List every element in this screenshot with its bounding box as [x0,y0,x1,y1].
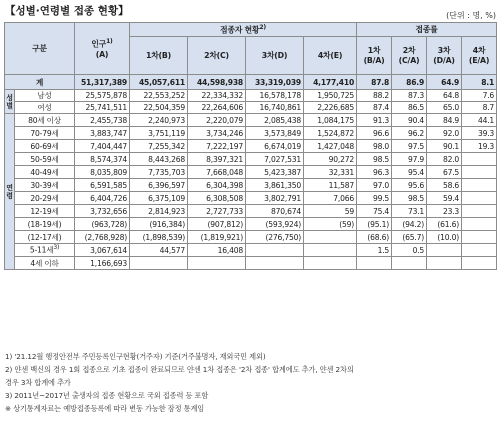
row-label: 30-39세 [15,179,75,192]
cell-d2: 44,598,938 [188,75,246,90]
cell-r2: 95.4 [392,166,427,179]
cell-r1: 75.4 [357,205,392,218]
cell-d3: 2,085,438 [246,114,304,127]
age-row [5,257,497,270]
cell-pop: 3,067,614 [75,244,130,257]
cell-r3: 84.9 [427,114,462,127]
cell-r4 [462,205,497,218]
cell-pop: 8,574,374 [75,153,130,166]
cell-d3: 3,573,849 [246,127,304,140]
row-label: 60-69세 [15,140,75,153]
cell-d4: 59 [304,205,357,218]
cell-d1: 44,577 [130,244,188,257]
cell-d1: 22,553,252 [130,90,188,102]
cell-r2: (94.2) [392,218,427,231]
cell-d2: 16,408 [188,244,246,257]
cell-d2: 22,264,606 [188,102,246,114]
dose2-header: 2차(C) [188,37,246,75]
vaccinated-group-header: 접종자 현황$^{2)}$ [130,23,357,37]
cell-r2 [392,257,427,270]
cell-r4: 44.1 [462,114,497,127]
cell-d2: 22,334,332 [188,90,246,102]
cell-r2: 87.3 [392,90,427,102]
cell-r1: 1.5 [357,244,392,257]
cell-r1: 98.5 [357,153,392,166]
row-label: (18-19세) [15,218,75,231]
cell-d4 [304,257,357,270]
rate4-header: 4차 (E/A) [462,37,497,75]
cell-pop: 1,166,693 [75,257,130,270]
cell-r1: 91.3 [357,114,392,127]
cell-d1: 2,240,973 [130,114,188,127]
cell-r4 [462,192,497,205]
cell-pop: 25,575,878 [75,90,130,102]
footnote-line: 경우 3차 합계에 추가 [5,378,71,387]
age-row [5,231,497,244]
cell-d1: 7,735,703 [130,166,188,179]
cell-r3: 82.0 [427,153,462,166]
footnote-line: 1) '21.12월 행정안전부 주민등록인구현황(거주자) 기준(거주불명자, 재외국민 제외) [5,352,266,361]
cell-pop: 7,404,447 [75,140,130,153]
age-row [5,127,497,140]
row-label: 20-29세 [15,192,75,205]
cell-r1: 87.8 [357,75,392,90]
cell-r2: 97.5 [392,140,427,153]
unit-label: (단위 : 명, %) [446,11,496,20]
cell-d3: 3,802,791 [246,192,304,205]
cell-d1: 7,255,342 [130,140,188,153]
cell-d4: 2,226,685 [304,102,357,114]
cell-pop: 6,591,585 [75,179,130,192]
cell-r4: 19.3 [462,140,497,153]
cell-d1: 3,751,119 [130,127,188,140]
cell-d1: (1,898,539) [130,231,188,244]
cell-d1: 6,375,109 [130,192,188,205]
cell-d4: 1,950,725 [304,90,357,102]
row-label: 70-79세 [15,127,75,140]
cell-r4: 8.1 [462,75,497,90]
cell-d3: 870,674 [246,205,304,218]
population-header: 인구$^{1)}$ (A) [75,23,130,75]
cell-d4: 4,177,410 [304,75,357,90]
cell-r3: 67.5 [427,166,462,179]
cell-d3: 5,423,387 [246,166,304,179]
cell-r2: 90.4 [392,114,427,127]
age-row [5,166,497,179]
row-label: 40-49세 [15,166,75,179]
rate2-header: 2차 (C/A) [392,37,427,75]
cell-d3 [246,244,304,257]
row-label: 50-59세 [15,153,75,166]
dose4-header: 4차(E) [304,37,357,75]
group-header: 구분 [5,23,75,75]
rate-group-header: 접종률 [357,23,497,37]
gender-side-label: 성 별 [5,90,15,114]
cell-r2: 96.2 [392,127,427,140]
cell-r4 [462,218,497,231]
cell-r2: 0.5 [392,244,427,257]
cell-d3: 16,740,861 [246,102,304,114]
vaccination-table [4,22,497,270]
cell-d3: 3,861,350 [246,179,304,192]
cell-r4 [462,179,497,192]
cell-r1: 96.3 [357,166,392,179]
cell-r4 [462,244,497,257]
cell-d3 [246,257,304,270]
cell-r4 [462,166,497,179]
cell-r3: 64.9 [427,75,462,90]
age-side-label: 연 령 [5,114,15,270]
cell-r2: 73.1 [392,205,427,218]
row-label: 여성 [15,102,75,114]
cell-r2: 98.5 [392,192,427,205]
cell-pop: 3,732,656 [75,205,130,218]
cell-r1: 88.2 [357,90,392,102]
cell-d4: 1,084,175 [304,114,357,127]
footnote-line: 3) 2011년~2017년 출생자의 접종 현황으로 국외 접종력 등 포함 [5,391,209,400]
cell-r3: 59.4 [427,192,462,205]
cell-d1: 45,057,611 [130,75,188,90]
rate3-header: 3차 (D/A) [427,37,462,75]
cell-d1: 8,443,268 [130,153,188,166]
age-row [5,179,497,192]
cell-r1: 98.0 [357,140,392,153]
row-label: 4세 이하 [15,257,75,270]
cell-r3: 64.8 [427,90,462,102]
cell-d2: (1,819,921) [188,231,246,244]
cell-pop: 6,404,726 [75,192,130,205]
cell-d4: 32,331 [304,166,357,179]
cell-r4 [462,257,497,270]
cell-d4: 7,066 [304,192,357,205]
gender-row [5,102,497,114]
cell-pop: (2,768,928) [75,231,130,244]
cell-r3: (10.0) [427,231,462,244]
cell-d1: 6,396,597 [130,179,188,192]
cell-r3: (61.6) [427,218,462,231]
cell-d1: (916,384) [130,218,188,231]
cell-d3: 7,027,531 [246,153,304,166]
cell-d4: 90,272 [304,153,357,166]
cell-d4: 1,427,048 [304,140,357,153]
cell-d4: (59) [304,218,357,231]
cell-r1: (95.1) [357,218,392,231]
cell-r1: 97.0 [357,179,392,192]
cell-d2: 7,668,048 [188,166,246,179]
cell-pop: (963,728) [75,218,130,231]
cell-d4 [304,231,357,244]
cell-r2: 86.9 [392,75,427,90]
age-row [5,114,497,127]
cell-d4: 11,587 [304,179,357,192]
cell-d2: 6,304,398 [188,179,246,192]
cell-r1: 87.4 [357,102,392,114]
rate1-header: 1차 (B/A) [357,37,392,75]
cell-r3: 23.3 [427,205,462,218]
age-row [5,140,497,153]
cell-pop: 3,883,747 [75,127,130,140]
cell-d4: 1,524,872 [304,127,357,140]
cell-r1: 96.6 [357,127,392,140]
cell-d3: (276,750) [246,231,304,244]
cell-r2: 95.6 [392,179,427,192]
cell-r4: 39.3 [462,127,497,140]
cell-pop: 8,035,809 [75,166,130,179]
cell-d2: 2,220,079 [188,114,246,127]
cell-r3 [427,244,462,257]
cell-d2: 3,734,246 [188,127,246,140]
total-row [5,75,497,90]
row-label: 남성 [15,90,75,102]
cell-r2: 86.5 [392,102,427,114]
cell-r4 [462,231,497,244]
cell-d1: 2,814,923 [130,205,188,218]
cell-d2: (907,812) [188,218,246,231]
footnote-line: 2) 얀센 백신의 경우 1회 접종으로 기초 접종이 완료되므로 얀센 1차 접종은 '2차 접종' 합계에도 추가, 얀센 2차의 [5,365,354,374]
cell-r3: 65.0 [427,102,462,114]
age-row [5,153,497,166]
cell-r4: 7.6 [462,90,497,102]
footnote-line: ※ 상기통계자료는 예방접종등록에 따라 변동 가능한 잠정 통계임 [5,404,205,413]
row-label: 5-11세$^{3)}$ [15,244,75,257]
cell-d4 [304,244,357,257]
cell-r1: 99.5 [357,192,392,205]
row-label: 계 [5,75,75,90]
cell-d3: 6,674,019 [246,140,304,153]
dose1-header: 1차(B) [130,37,188,75]
cell-r2: (65.7) [392,231,427,244]
cell-d2: 7,222,197 [188,140,246,153]
row-label: (12-17세) [15,231,75,244]
cell-r4 [462,153,497,166]
cell-r3: 90.1 [427,140,462,153]
cell-d3: 33,319,039 [246,75,304,90]
cell-r4: 8.7 [462,102,497,114]
cell-r3 [427,257,462,270]
cell-r1: (68.6) [357,231,392,244]
cell-d3: (593,924) [246,218,304,231]
dose3-header: 3차(D) [246,37,304,75]
age-row [5,205,497,218]
age-row [5,244,497,257]
cell-d2: 6,308,508 [188,192,246,205]
cell-pop: 2,455,738 [75,114,130,127]
gender-row [5,90,497,102]
cell-r2: 97.9 [392,153,427,166]
age-row [5,192,497,205]
cell-d2: 2,727,733 [188,205,246,218]
row-label: 80세 이상 [15,114,75,127]
cell-d2: 8,397,321 [188,153,246,166]
row-label: 12-19세 [15,205,75,218]
cell-d1 [130,257,188,270]
age-row [5,218,497,231]
cell-pop: 25,741,511 [75,102,130,114]
cell-pop: 51,317,389 [75,75,130,90]
cell-d3: 16,578,178 [246,90,304,102]
cell-d2 [188,257,246,270]
cell-r3: 58.6 [427,179,462,192]
cell-r1 [357,257,392,270]
cell-r3: 92.0 [427,127,462,140]
table-title: 【성별·연령별 접종 현황】 [5,5,129,17]
cell-d1: 22,504,359 [130,102,188,114]
